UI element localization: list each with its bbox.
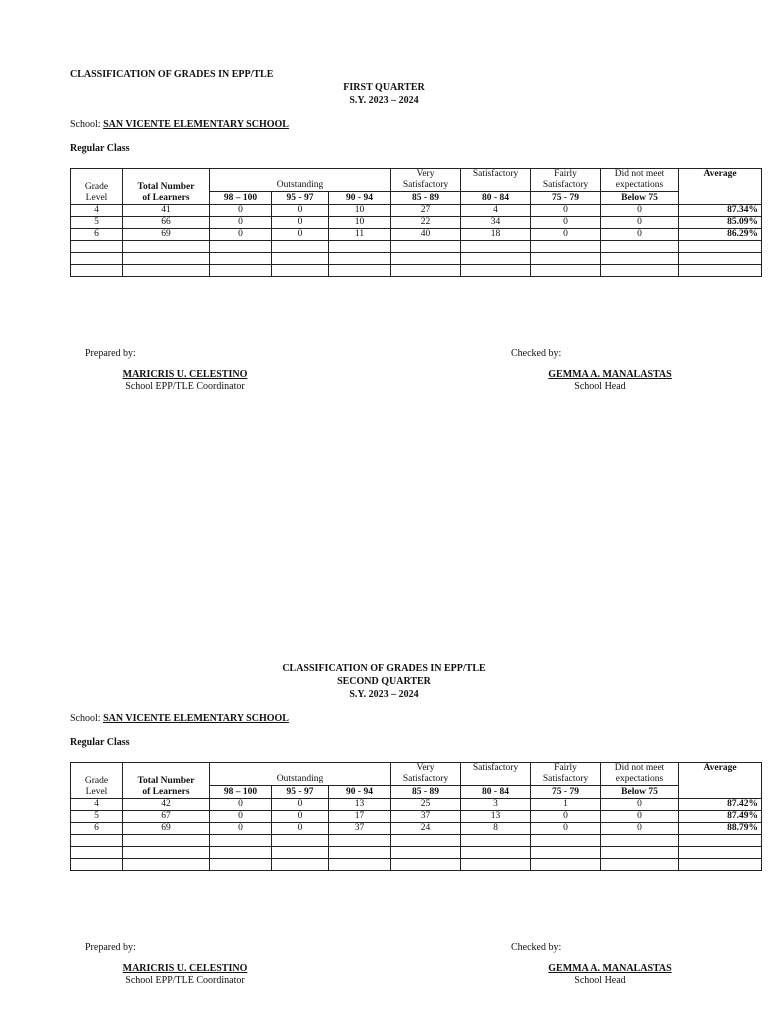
report-title: CLASSIFICATION OF GRADES IN EPP/TLE (70, 69, 274, 80)
cell: 13 (329, 799, 391, 811)
cell: 0 (601, 811, 679, 823)
cell: 0 (601, 217, 679, 229)
header-average: Average (679, 169, 762, 205)
cell-average: 87.42% (679, 799, 762, 811)
cell: 0 (601, 205, 679, 217)
range-75-79: 75 - 79 (531, 192, 601, 205)
grades-table (70, 762, 762, 871)
cell: 0 (210, 823, 272, 835)
school-label: School: (70, 119, 101, 130)
quarter-label: FIRST QUARTER (343, 82, 425, 93)
header-grade-level: Grade Level (71, 763, 123, 799)
cell: 42 (123, 799, 210, 811)
school-name: SAN VICENTE ELEMENTARY SCHOOL (103, 119, 289, 130)
checked-by-title: School Head (574, 975, 626, 986)
cell-average: 86.29% (679, 229, 762, 241)
school-year: S.Y. 2023 – 2024 (349, 689, 419, 700)
cell: 0 (601, 229, 679, 241)
cell: 69 (123, 229, 210, 241)
header-average: Average (679, 763, 762, 799)
cell: 0 (531, 811, 601, 823)
header-outstanding: Outstanding (210, 763, 391, 786)
cell: 37 (329, 823, 391, 835)
cell: 6 (71, 823, 123, 835)
cell: 69 (123, 823, 210, 835)
header-outstanding: Outstanding (210, 169, 391, 192)
checked-by-title: School Head (574, 381, 626, 392)
cell: 0 (531, 205, 601, 217)
cell: 5 (71, 217, 123, 229)
quarter-label: SECOND QUARTER (337, 676, 431, 687)
school-line (70, 713, 289, 725)
cell: 3 (461, 799, 531, 811)
header-did-not-meet: Did not meet expectations (601, 169, 679, 192)
cell: 0 (210, 799, 272, 811)
cell: 0 (210, 229, 272, 241)
header-total-learners: Total Number of Learners (123, 763, 210, 799)
cell: 18 (461, 229, 531, 241)
cell: 24 (391, 823, 461, 835)
cell: 17 (329, 811, 391, 823)
header-satisfactory: Satisfactory (461, 763, 531, 786)
range-98-100: 98 – 100 (210, 786, 272, 799)
checked-by-name: GEMMA A. MANALASTAS (548, 369, 672, 380)
cell: 0 (272, 217, 329, 229)
prepared-by-name: MARICRIS U. CELESTINO (122, 963, 248, 974)
cell: 0 (601, 823, 679, 835)
cell-average: 85.09% (679, 217, 762, 229)
header-very-satisfactory: Very Satisfactory (391, 169, 461, 192)
range-80-84: 80 - 84 (461, 786, 531, 799)
class-label: Regular Class (70, 737, 130, 748)
prepared-by-label: Prepared by: (85, 348, 136, 359)
checked-by-label: Checked by: (511, 348, 562, 359)
cell-average: 87.49% (679, 811, 762, 823)
range-90-94: 90 - 94 (329, 786, 391, 799)
cell: 11 (329, 229, 391, 241)
cell: 4 (461, 205, 531, 217)
cell: 66 (123, 217, 210, 229)
cell: 8 (461, 823, 531, 835)
cell: 1 (531, 799, 601, 811)
range-75-79: 75 - 79 (531, 786, 601, 799)
cell: 4 (71, 205, 123, 217)
cell: 13 (461, 811, 531, 823)
school-name: SAN VICENTE ELEMENTARY SCHOOL (103, 713, 289, 724)
header-fairly-satisfactory: Fairly Satisfactory (531, 169, 601, 192)
cell: 27 (391, 205, 461, 217)
range-below-75: Below 75 (601, 786, 679, 799)
empty-row (71, 847, 762, 859)
checked-by-name: GEMMA A. MANALASTAS (548, 963, 672, 974)
prepared-by-title: School EPP/TLE Coordinator (125, 975, 245, 986)
cell: 0 (272, 799, 329, 811)
header-very-satisfactory: Very Satisfactory (391, 763, 461, 786)
cell: 25 (391, 799, 461, 811)
cell: 0 (272, 229, 329, 241)
class-label: Regular Class (70, 143, 130, 154)
school-label: School: (70, 713, 101, 724)
prepared-by-title: School EPP/TLE Coordinator (125, 381, 245, 392)
cell: 0 (272, 823, 329, 835)
cell: 0 (531, 823, 601, 835)
range-95-97: 95 - 97 (272, 192, 329, 205)
range-80-84: 80 - 84 (461, 192, 531, 205)
cell-average: 87.34% (679, 205, 762, 217)
cell: 4 (71, 799, 123, 811)
cell: 0 (210, 217, 272, 229)
empty-row (71, 835, 762, 847)
cell: 5 (71, 811, 123, 823)
report-title: CLASSIFICATION OF GRADES IN EPP/TLE (282, 663, 486, 674)
range-95-97: 95 - 97 (272, 786, 329, 799)
prepared-by-label: Prepared by: (85, 942, 136, 953)
cell: 0 (210, 811, 272, 823)
range-85-89: 85 - 89 (391, 192, 461, 205)
cell: 10 (329, 217, 391, 229)
cell: 0 (210, 205, 272, 217)
cell: 0 (601, 799, 679, 811)
header-grade-level: Grade Level (71, 169, 123, 205)
empty-row (71, 859, 762, 871)
range-85-89: 85 - 89 (391, 786, 461, 799)
cell: 67 (123, 811, 210, 823)
cell: 37 (391, 811, 461, 823)
cell: 0 (531, 229, 601, 241)
cell: 0 (272, 205, 329, 217)
cell: 41 (123, 205, 210, 217)
cell: 0 (272, 811, 329, 823)
school-year: S.Y. 2023 – 2024 (349, 95, 419, 106)
cell: 6 (71, 229, 123, 241)
range-98-100: 98 – 100 (210, 192, 272, 205)
cell: 10 (329, 205, 391, 217)
cell: 40 (391, 229, 461, 241)
table-row (71, 799, 762, 811)
prepared-by-name: MARICRIS U. CELESTINO (122, 369, 248, 380)
header-total-learners: Total Number of Learners (123, 169, 210, 205)
table-row (71, 811, 762, 823)
header-fairly-satisfactory: Fairly Satisfactory (531, 763, 601, 786)
cell: 22 (391, 217, 461, 229)
range-below-75: Below 75 (601, 192, 679, 205)
checked-by-label: Checked by: (511, 942, 562, 953)
cell: 0 (531, 217, 601, 229)
range-90-94: 90 - 94 (329, 192, 391, 205)
cell-average: 88.79% (679, 823, 762, 835)
cell: 34 (461, 217, 531, 229)
header-satisfactory: Satisfactory (461, 169, 531, 192)
table-row (71, 823, 762, 835)
header-did-not-meet: Did not meet expectations (601, 763, 679, 786)
